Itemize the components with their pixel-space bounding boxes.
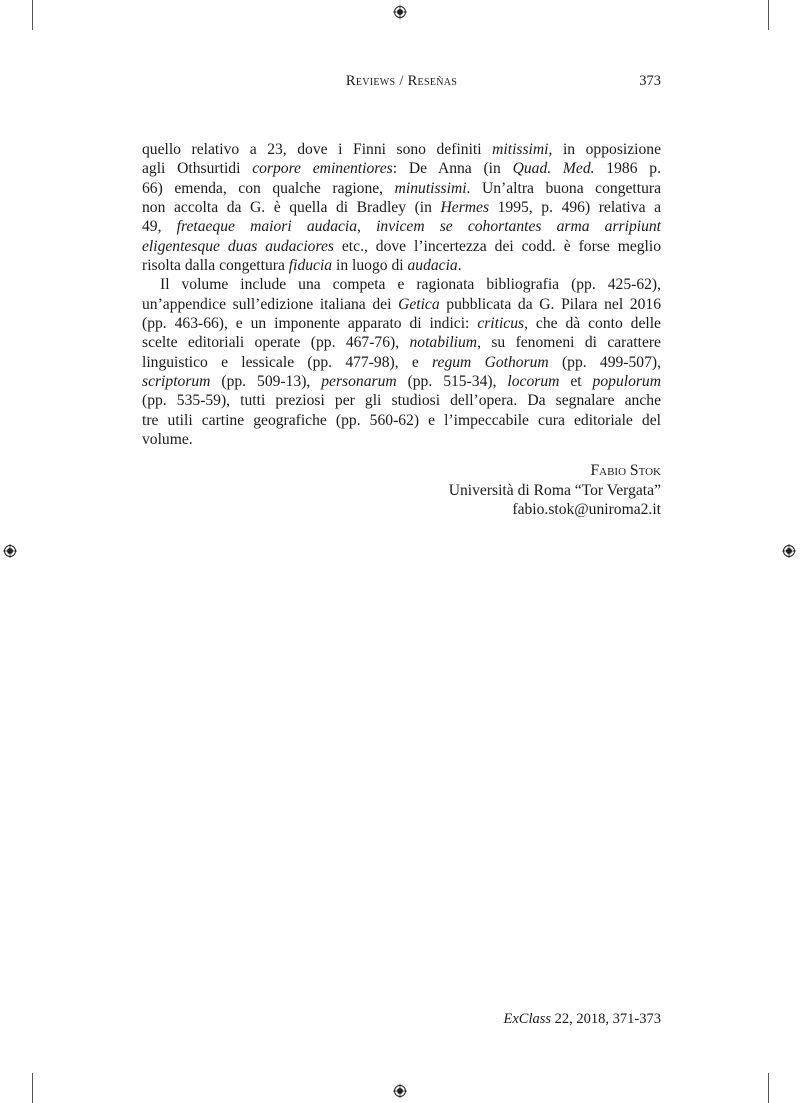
italic-text: fiducia [288, 257, 333, 275]
page-number: 373 [639, 73, 661, 89]
text-segment: quello relativo a 23, dove i Finni sono definiti [142, 141, 493, 158]
text-segment: Il volume include una competa e ragionata bibliografia (pp. 425-62), [160, 276, 661, 294]
text-segment: . [457, 257, 462, 275]
text-segment: in luogo di [332, 257, 408, 275]
signature-block [449, 461, 661, 520]
text-line [142, 237, 661, 256]
italic-text: Quad. Med. [512, 160, 595, 178]
text-line [142, 159, 661, 178]
journal-name: ExClass [503, 1011, 552, 1027]
text-line [142, 372, 661, 391]
text-segment: , che dà conto delle [524, 315, 661, 333]
text-line [142, 295, 661, 314]
text-segment: et [559, 373, 593, 391]
text-line [142, 391, 661, 410]
italic-text: Hermes [440, 199, 490, 217]
footer-citation [504, 1011, 662, 1028]
author-affiliation: Università di Roma “Tor Vergata” [448, 481, 661, 499]
italic-text: eligentesque duas audaciores [142, 237, 334, 255]
text-segment: agli Othsurtidi [142, 160, 253, 178]
text-segment: risolta dalla congettura [142, 257, 289, 275]
text-segment: non accolta da G. è quella di Bradley (in [142, 199, 441, 217]
registration-mark-icon [782, 544, 796, 558]
text-segment: : De Anna (in [392, 160, 513, 178]
running-title: Reviews / Reseñas [345, 73, 458, 89]
body-text [142, 140, 661, 450]
italic-text: regum Gothorum [432, 353, 549, 371]
text-segment: linguistico e lessicale (pp. 477-98), e [142, 353, 433, 371]
crop-mark [768, 0, 769, 30]
text-segment: scelte editoriali operate (pp. 467-76), [142, 334, 410, 352]
text-segment: . Un’altra buona congettura [466, 179, 661, 197]
text-segment: pubblicata da G. Pilara nel 2016 [439, 295, 661, 313]
text-line [142, 179, 661, 198]
italic-text: scriptorum [142, 373, 211, 391]
text-segment: (pp. 463-66), e un imponente apparato di indici: [142, 315, 478, 333]
italic-text: minutissimi [394, 179, 467, 197]
text-segment: volume. [142, 431, 193, 449]
italic-text: personarum [321, 373, 397, 391]
italic-text: locorum [507, 373, 560, 391]
text-segment: (pp. 509-13), [210, 373, 322, 391]
text-line [142, 140, 661, 159]
author-email[interactable]: fabio.stok@uniroma2.it [512, 501, 661, 518]
text-segment: un’appendice sull’edizione italiana dei [142, 295, 399, 313]
text-line [142, 198, 661, 217]
text-segment: 66) emenda, con qualche ragione, [142, 179, 395, 197]
italic-text: mitissimi [492, 141, 549, 158]
running-header [142, 73, 661, 93]
italic-text: populorum [592, 373, 661, 391]
author-name: Fabio Stok [590, 462, 661, 479]
text-segment: 1986 p. [594, 160, 661, 178]
crop-mark [32, 1073, 33, 1103]
crop-mark [32, 0, 33, 30]
text-segment: etc., dove l’incertezza dei codd. è forse meglio [333, 237, 661, 255]
text-line [142, 275, 661, 294]
italic-text: Getica [398, 295, 440, 313]
text-line [142, 333, 661, 352]
text-line [142, 353, 661, 372]
italic-text: corpore eminentiores [252, 160, 393, 178]
text-segment: (pp. 535-59), tutti preziosi per gli studiosi dell’opera. Da segnalare anche [142, 392, 661, 410]
text-line [142, 411, 661, 430]
italic-text: fretaeque maiori audacia, invicem se cohortantes arma arripiunt [176, 218, 661, 236]
text-segment: 1995, p. 496) relativa a [489, 199, 661, 217]
registration-mark-icon [393, 1084, 407, 1098]
text-segment: tre utili cartine geografiche (pp. 560-62) e l’impeccabile cura editoriale del [142, 411, 661, 429]
text-line [142, 256, 661, 275]
registration-mark-icon [393, 5, 407, 19]
crop-mark [768, 1073, 769, 1103]
citation-details: 22, 2018, 371-373 [551, 1011, 661, 1027]
text-line [142, 314, 661, 333]
italic-text: audacia [407, 257, 458, 275]
italic-text: notabilium [409, 334, 478, 352]
text-segment: , in opposizione [548, 141, 661, 158]
italic-text: criticus [477, 315, 525, 333]
text-segment: (pp. 515-34), [396, 373, 508, 391]
text-segment: , su fenomeni di carattere [477, 334, 661, 352]
text-line [142, 430, 661, 449]
text-line [142, 217, 661, 236]
registration-mark-icon [3, 544, 17, 558]
text-segment: 49, [142, 218, 177, 236]
text-segment: (pp. 499-507), [548, 353, 661, 371]
